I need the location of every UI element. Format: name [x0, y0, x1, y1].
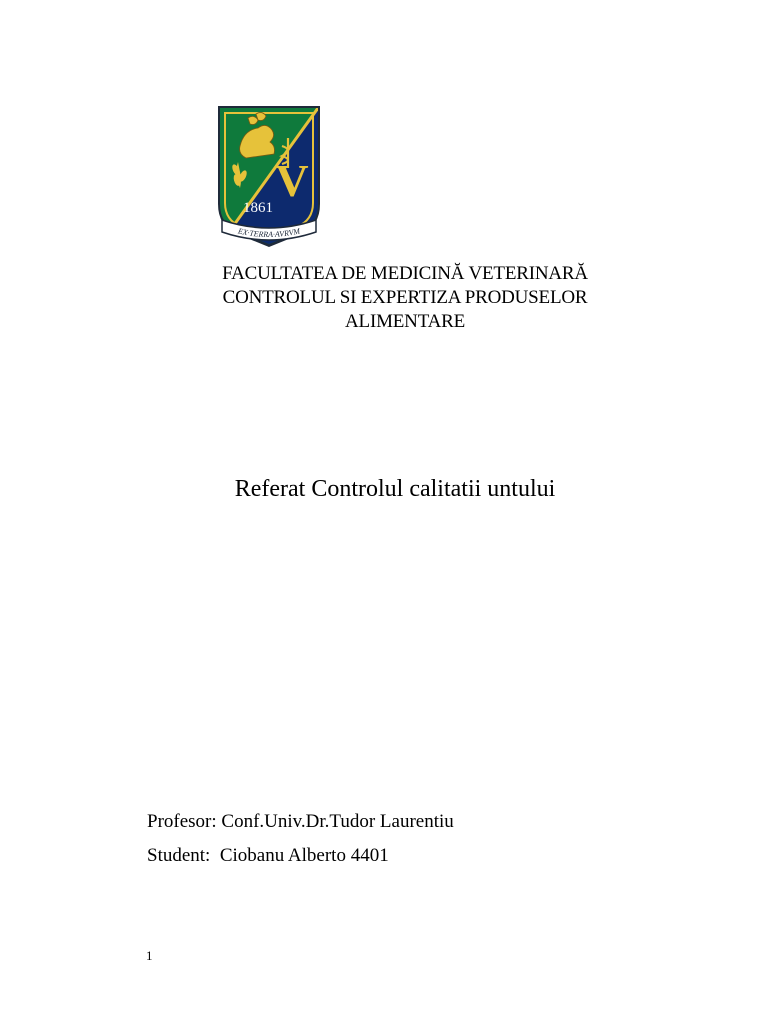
document-title: Referat Controlul calitatii untului	[234, 476, 556, 502]
student-line: Student: Ciobanu Alberto 4401	[147, 845, 389, 866]
page-number: 1	[146, 948, 153, 963]
crest-year: 1861	[243, 200, 273, 216]
faculty-name: FACULTATEA DE MEDICINĂ VETERINARĂ	[222, 263, 588, 284]
professor-line: Profesor: Conf.Univ.Dr.Tudor Laurentiu	[147, 811, 454, 832]
faculty-heading	[160, 262, 650, 334]
university-crest-logo	[196, 100, 342, 255]
course-name-line2: ALIMENTARE	[345, 311, 465, 332]
course-name-line1: CONTROLUL SI EXPERTIZA PRODUSELOR	[222, 287, 588, 308]
letter-v-mark: V	[275, 155, 309, 206]
crest-motto: EX·TERRA·AVRVM	[237, 226, 301, 240]
